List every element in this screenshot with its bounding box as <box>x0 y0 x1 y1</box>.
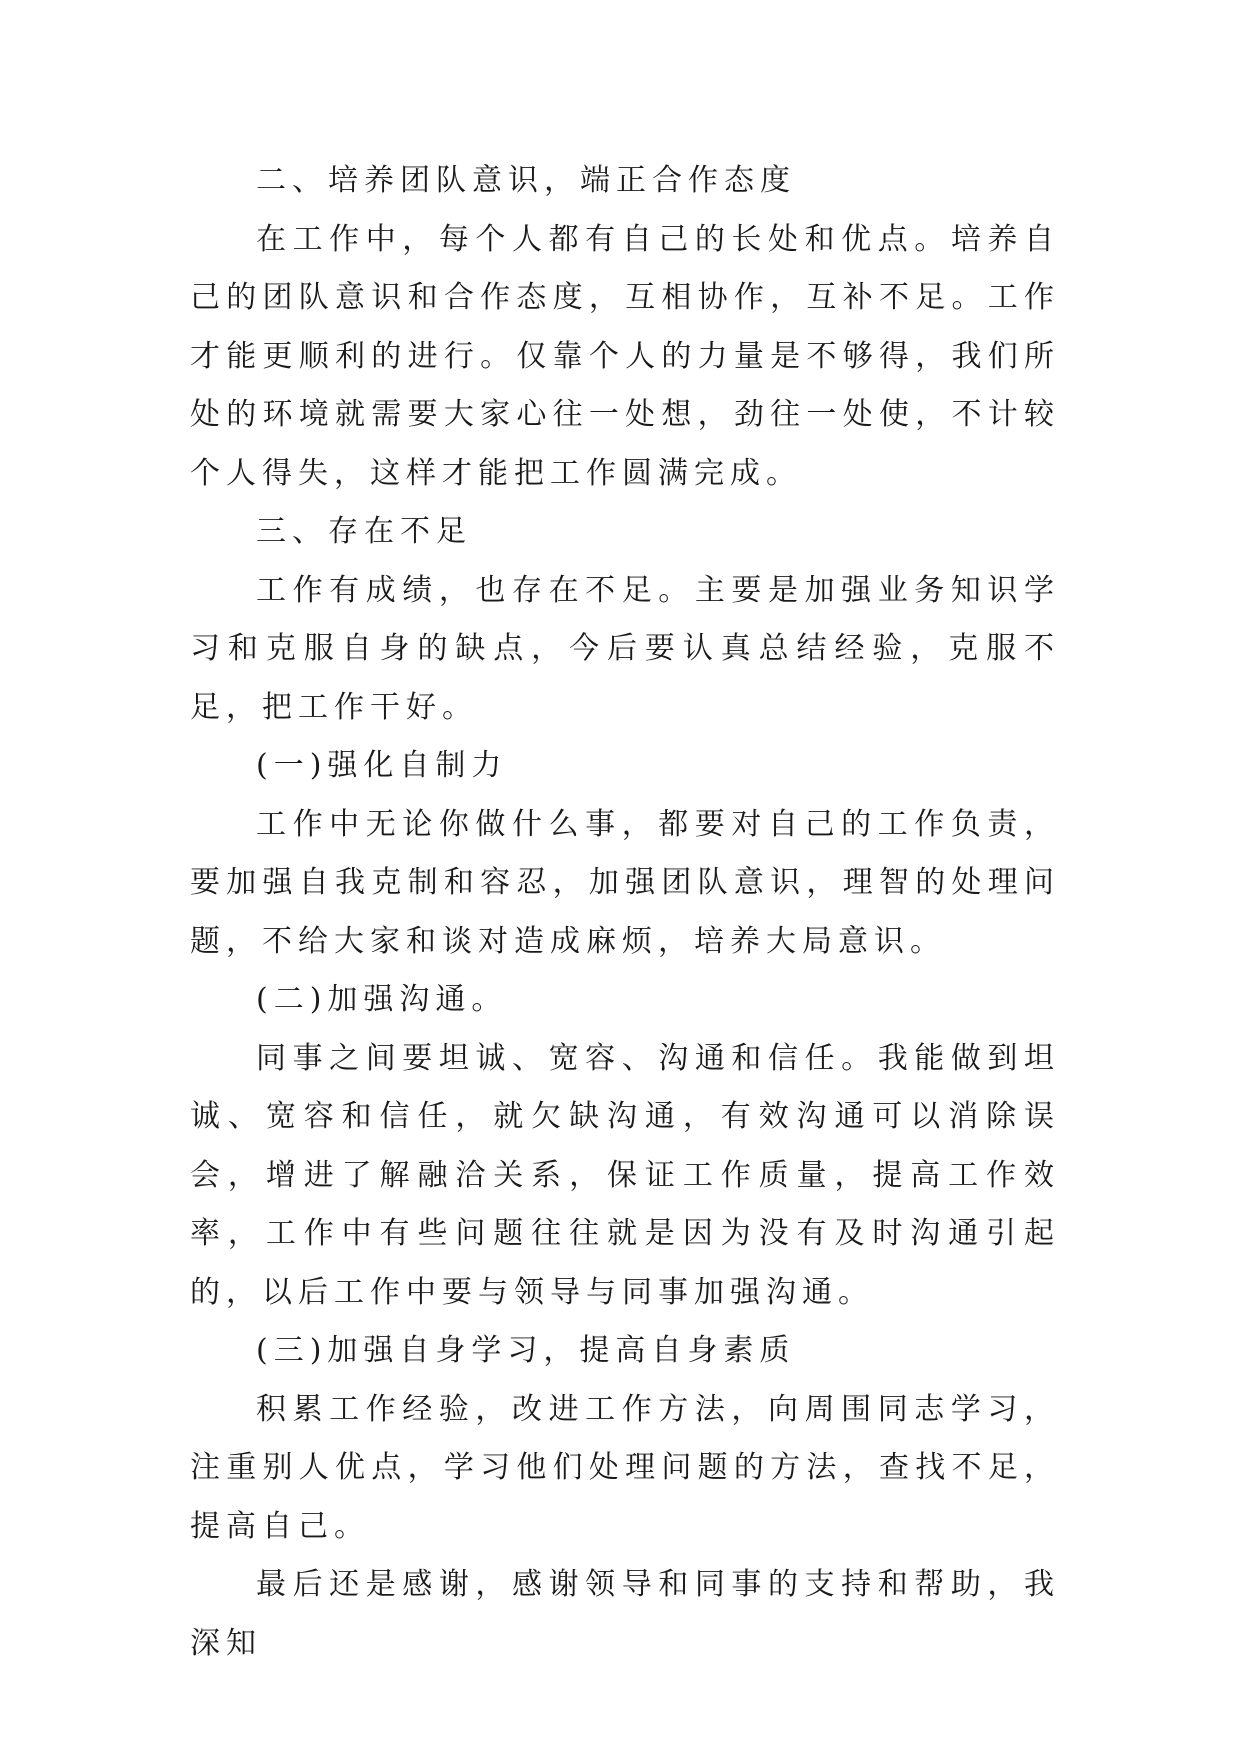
subheading-self-control: (一)强化自制力 <box>256 748 508 783</box>
paragraph-shortcomings: 工作有成绩，也存在不足。主要是加强业务知识学习和克服自身的缺点，今后要认真总结经验，克服不足，把工作干好。 <box>190 572 1060 725</box>
paragraph-self-learning: 积累工作经验，改进工作方法，向周围同志学习，注重别人优点，学习他们处理问题的方法，查找不足，提高自己。 <box>190 1391 1060 1544</box>
paragraph-self-control: 工作中无论你做什么事，都要对自己的工作负责，要加强自我克制和容忍，加强团队意识，理智的处理问题，不给大家和谈对造成麻烦，培养大局意识。 <box>190 806 1060 959</box>
section-heading-shortcomings: 三、存在不足 <box>256 514 472 549</box>
document-body <box>190 152 1060 1673</box>
subheading-self-learning: (三)加强自身学习，提高自身素质 <box>256 1333 796 1368</box>
subheading-communication: (二)加强沟通。 <box>256 982 508 1017</box>
section-heading-teamwork: 二、培养团队意识，端正合作态度 <box>256 163 796 198</box>
paragraph-communication: 同事之间要坦诚、宽容、沟通和信任。我能做到坦诚、宽容和信任，就欠缺沟通，有效沟通可以消除误会，增进了解融洽关系，保证工作质量，提高工作效率，工作中有些问题往往就是因为没有及时沟通引起的，以后工作中要与领导与同事加强沟通。 <box>190 1040 1060 1310</box>
paragraph-closing: 最后还是感谢，感谢领导和同事的支持和帮助，我深知 <box>190 1567 1060 1661</box>
paragraph-teamwork: 在工作中，每个人都有自己的长处和优点。培养自己的团队意识和合作态度，互相协作，互补不足。工作才能更顺利的进行。仅靠个人的力量是不够得，我们所处的环境就需要大家心往一处想，劲往一处使，不计较个人得失，这样才能把工作圆满完成。 <box>190 221 1060 491</box>
